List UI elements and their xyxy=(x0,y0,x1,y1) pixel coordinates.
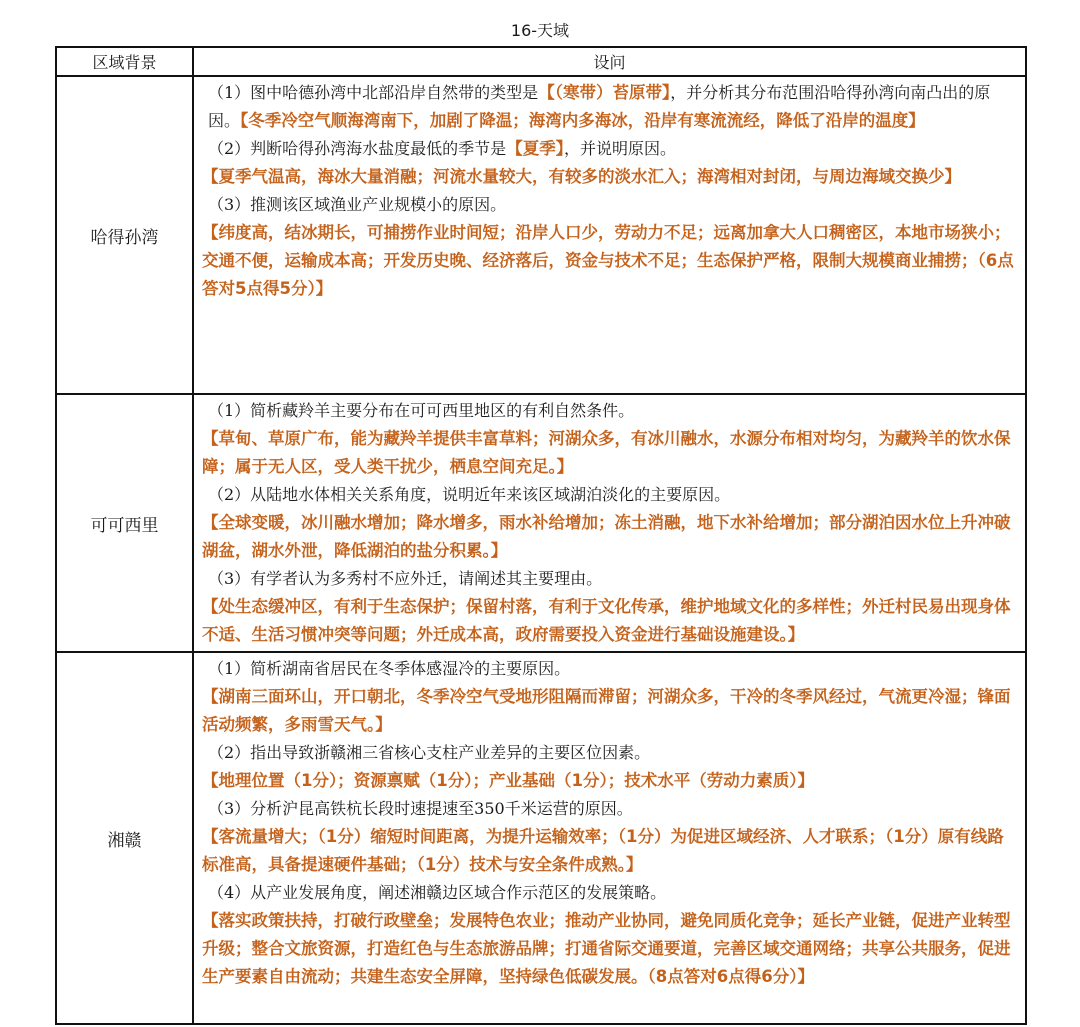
answer-text: 【湖南三面环山，开口朝北，冬季冷空气受地形阻隔而滞留；河湖众多，干冷的冬季风经过，气流更冷湿；锋面活动频繁，多雨雪天气。】 xyxy=(202,687,1011,734)
table-body xyxy=(56,76,1026,1024)
question-text xyxy=(202,795,1019,823)
question-cell xyxy=(193,394,1026,652)
table-header-row xyxy=(56,47,1026,76)
question-stem: （3）有学者认为多秀村不应外迁，请阐述其主要理由。 xyxy=(208,569,603,588)
question-stem: （4）从产业发展角度，阐述湘赣边区域合作示范区的发展策略。 xyxy=(208,883,667,902)
question-cell xyxy=(193,76,1026,394)
question-text xyxy=(202,879,1019,907)
question-cell xyxy=(193,652,1026,1024)
answer-text: 【全球变暖，冰川融水增加；降水增多，雨水补给增加；冻土消融，地下水补给增加；部分湖泊因水位上升冲破湖盆，湖水外泄，降低湖泊的盐分积累。】 xyxy=(202,513,1011,560)
question-text xyxy=(202,739,1019,767)
question-stem: （1）简析藏羚羊主要分布在可可西里地区的有利自然条件。 xyxy=(208,401,635,420)
answer-text: 【地理位置（1分）；资源禀赋（1分）；产业基础（1分）；技术水平（劳动力素质）】 xyxy=(202,771,814,790)
question-text xyxy=(202,191,1019,219)
region-cell: 哈得孙湾 xyxy=(56,76,193,394)
question-stem: （2）判断哈得孙湾海水盐度最低的季节是 xyxy=(208,139,507,158)
table-row xyxy=(56,76,1026,394)
table-row xyxy=(56,394,1026,652)
question-stem: （3）分析沪昆高铁杭长段时速提速至350千米运营的原因。 xyxy=(208,799,633,818)
inline-answer: 【夏季】 xyxy=(506,139,564,158)
region-cell: 可可西里 xyxy=(56,394,193,652)
answer-text: 【处生态缓冲区，有利于生态保护；保留村落，有利于文化传承，维护地域文化的多样性；外迁村民易出现身体不适、生活习惯冲突等问题；外迁成本高，政府需要投入资金进行基础设施建设。】 xyxy=(202,597,1011,644)
question-stem-tail: ，并分析其分布范围沿哈得孙湾向南凸出的原因。 xyxy=(208,83,991,130)
question-text xyxy=(202,481,1019,509)
header-question: 设问 xyxy=(193,47,1026,76)
question-stem-tail: ，并说明原因。 xyxy=(563,139,676,158)
question-stem: （1）图中哈德孙湾中北部沿岸自然带的类型是 xyxy=(208,83,539,102)
question-text xyxy=(202,565,1019,593)
answer-text: 【客流量增大；（1分）缩短时间距离，为提升运输效率；（1分）为促进区域经济、人才联系；（1分）原有线路标准高，具备提速硬件基础；（1分）技术与安全条件成熟。】 xyxy=(202,827,1004,874)
question-text xyxy=(202,135,1019,163)
table-row xyxy=(56,652,1026,1024)
question-text xyxy=(202,397,1019,425)
answer-text: 【冬季冷空气顺海湾南下，加剧了降温；海湾内多海冰，沿岸有寒流流经，降低了沿岸的温度】 xyxy=(240,111,925,130)
question-stem: （3）推测该区域渔业产业规模小的原因。 xyxy=(208,195,507,214)
question-text xyxy=(202,79,1019,135)
question-stem: （2）从陆地水体相关关系角度，说明近年来该区域湖泊淡化的主要原因。 xyxy=(208,485,731,504)
region-cell: 湘赣 xyxy=(56,652,193,1024)
answer-text: 【落实政策扶持，打破行政壁垒；发展特色农业；推动产业协同，避免同质化竞争；延长产业链，促进产业转型升级；整合文旅资源，打造红色与生态旅游品牌；打通省际交通要道，完善区域交通网络；共享公共服务，促进生产要素自由流动；共建生态安全屏障，坚持绿色低碳发展。（8点答对6点得6分）】 xyxy=(202,911,1011,986)
qa-table xyxy=(55,46,1027,1025)
header-region: 区域背景 xyxy=(56,47,193,76)
inline-answer: 【（寒带）苔原带】 xyxy=(538,83,671,102)
question-stem: （2）指出导致浙赣湘三省核心支柱产业差异的主要区位因素。 xyxy=(208,743,651,762)
answer-text: 【草甸、草原广布，能为藏羚羊提供丰富草料；河湖众多，有冰川融水，水源分布相对均匀，为藏羚羊的饮水保障；属于无人区，受人类干扰少，栖息空间充足。】 xyxy=(202,429,1011,476)
answer-text: 【纬度高，结冰期长，可捕捞作业时间短；沿岸人口少，劳动力不足；远离加拿大人口稠密区，本地市场狭小；交通不便，运输成本高；开发历史晚、经济落后，资金与技术不足；生态保护严格，限制大规模商业捕捞；（6点答对5点得5分）】 xyxy=(202,223,1014,298)
question-stem: （1）简析湖南省居民在冬季体感湿冷的主要原因。 xyxy=(208,659,571,678)
page-title: 16-天域 xyxy=(510,21,570,40)
question-text xyxy=(202,655,1019,683)
answer-text: 【夏季气温高，海冰大量消融；河流水量较大，有较多的淡水汇入；海湾相对封闭，与周边海域交换少】 xyxy=(202,167,961,186)
